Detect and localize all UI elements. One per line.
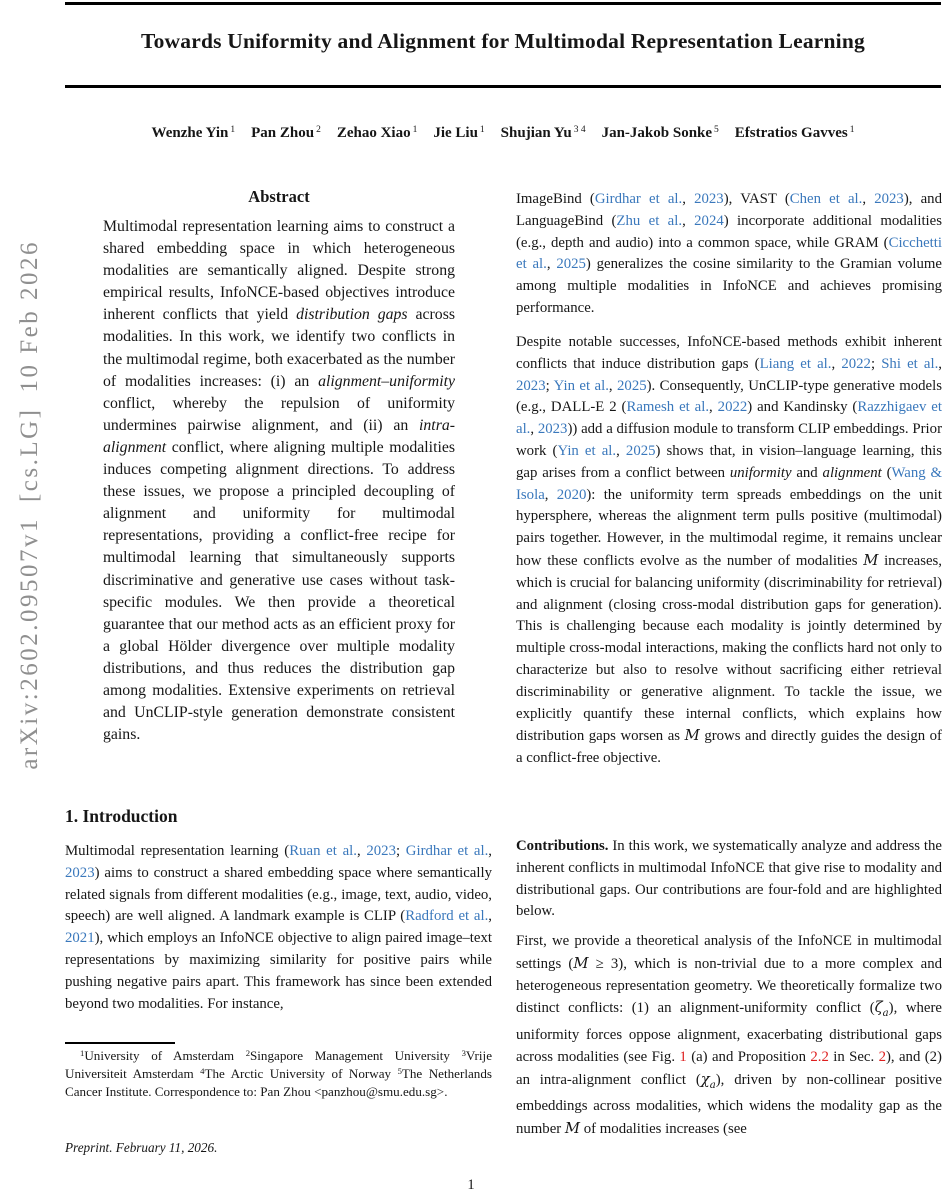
text-run: (	[881, 464, 892, 481]
citation-link[interactable]: Shi et al.	[881, 355, 939, 372]
citation-link[interactable]: Razzhigaev et al.	[516, 399, 942, 438]
author-affiliation-sup: 1	[479, 125, 485, 135]
title-rule-bottom	[65, 85, 941, 88]
text-run: ;	[545, 377, 554, 394]
text-run: Despite notable successes, InfoNCE-based methods exhibit inherent conflicts that induce distribution gaps (	[516, 334, 942, 372]
citation-link[interactable]: Ramesh et al.	[626, 399, 710, 416]
citation-link[interactable]: Wang & Isola	[516, 464, 942, 503]
page-number: 1	[467, 1177, 475, 1193]
footnote-rule	[65, 1042, 175, 1044]
author-name: Jie Liu	[433, 125, 478, 141]
citation-link[interactable]: 2023	[516, 377, 546, 394]
text-run: ,	[616, 442, 626, 459]
text-run: 3	[461, 1048, 466, 1059]
title-rule-top	[65, 2, 941, 5]
author	[433, 125, 484, 141]
text-run: ,	[608, 377, 618, 394]
text-run: ). Consequently, UnCLIP-type generative models (e.g., DALL-E 2 (	[516, 377, 942, 416]
text-run: ,	[938, 355, 942, 372]
text-run: M	[684, 727, 700, 745]
author-affiliation-sup: 1	[412, 125, 418, 135]
citation-link[interactable]: 2023	[694, 191, 724, 207]
section-heading-introduction: 1. Introduction	[65, 806, 178, 826]
citation-link[interactable]: 2022	[841, 355, 871, 372]
citation-link[interactable]: Girdhar et al.	[405, 843, 489, 859]
abstract-heading: Abstract	[248, 187, 310, 206]
citation-link[interactable]: 2025	[617, 377, 647, 394]
text-run: ), VAST (	[723, 191, 790, 207]
text-run: alignment	[822, 464, 882, 481]
author-affiliation-sup: 5	[714, 125, 719, 135]
text-run: ) and Kandinsky (	[747, 399, 858, 416]
text-run: ,	[544, 486, 557, 503]
right-column-paragraph-contributions	[516, 836, 942, 923]
author	[735, 125, 855, 141]
citation-link[interactable]: 2025	[556, 256, 586, 273]
cross-ref-link[interactable]: 2.2	[810, 1048, 829, 1065]
preprint-note: Preprint. February 11, 2026.	[65, 1140, 218, 1155]
text-run: M	[564, 1120, 581, 1138]
text-run: In this work, we systematically analyze and address the inherent conflicts in multimodal InfoNCE that give rise to modality and distributional gaps. Our contributions are four-fold and are highlighted below.	[516, 838, 942, 920]
right-column-paragraph-1	[516, 189, 942, 320]
author-affiliation-sup: 3 4	[573, 125, 586, 135]
citation-link[interactable]: Zhu et al.	[616, 212, 683, 229]
citation-link[interactable]: 2020	[556, 486, 587, 503]
text-run: ), which employs an InfoNCE objective to align paired image–text representations by maximizing similarity for positive pairs while pushing negative pairs apart. This framework has since been extended beyond two modalities. For instance,	[65, 930, 492, 1012]
author-affiliation-sup: 2	[316, 125, 321, 135]
text-run: (a) and Proposition	[686, 1048, 811, 1065]
citation-link[interactable]: Girdhar et al.	[594, 191, 683, 207]
text-run: ζ	[874, 999, 883, 1017]
text-run: ,	[530, 421, 538, 438]
text-run: uniformity	[729, 464, 792, 481]
text-run: ) aims to construct a shared embedding space where semantically related signals from different modalities (e.g., image, text, audio, video, speech) are well aligned. A landmark example is CLIP (	[65, 864, 492, 925]
text-run: ), and LanguageBind (	[516, 191, 942, 229]
text-run: conflict, whereby the repulsion of uniformity undermines pairwise alignment, and (ii) an	[103, 394, 455, 434]
author	[501, 125, 586, 141]
text-run: grows and directly guides the design of a conflict-free objective.	[516, 728, 942, 767]
author-list	[65, 125, 941, 142]
text-run: Singapore Management University	[250, 1048, 462, 1063]
citation-link[interactable]: 2023	[874, 191, 904, 207]
text-run: distribution gaps	[296, 306, 408, 324]
paper-title: Towards Uniformity and Alignment for Multimodal Representation Learning	[141, 29, 865, 53]
text-run: ) incorporate additional modalities (e.g., depth and audio) into a common space, while GRAM (	[516, 212, 942, 251]
citation-link[interactable]: 2024	[694, 212, 724, 229]
text-run: across modalities. In this work, we identify two conflicts in the multimodal regime, both exacerbated as the number of modalities increases: (i) an	[103, 306, 455, 390]
text-run: ,	[488, 908, 492, 925]
text-run: ,	[709, 399, 718, 416]
text-run: The Arctic University of Norway	[204, 1065, 398, 1081]
author-affiliation-sup: 1	[849, 125, 855, 135]
text-run: ,	[831, 355, 842, 372]
arxiv-watermark: arXiv:2602.09507v1 [cs.LG] 10 Feb 2026	[16, 240, 43, 770]
text-run: conflict, where aligning multiple modalities induces competing alignment directions. To address these issues, we propose a principled decoupling of alignment and uniformity for multimodal representations, providing a conflict-free recipe for multimodal learning that simultaneously supports discriminative and generative use cases without task-specific modules. We then provide a theoretical guarantee that our method acts as an efficient proxy for a global Hölder divergence over multiple modality distributions, and thus reduces the distribution gap among modalities. Extensive experiments on retrieval and UnCLIP-style generation demonstrate consistent gains.	[103, 438, 455, 744]
citation-link[interactable]: 2023	[65, 864, 95, 881]
abstract-text	[103, 216, 455, 746]
affiliation-footnote	[65, 1048, 492, 1100]
text-run: ,	[682, 212, 695, 229]
cross-ref-link[interactable]: 2	[878, 1048, 886, 1065]
text-run: ), driven by non-collinear positive embeddings across modalities, which widens the modality gap as the number	[516, 1071, 942, 1138]
citation-link[interactable]: 2022	[717, 399, 748, 416]
text-run: ,	[682, 191, 695, 207]
text-run: increases, which is crucial for balancing uniformity (discriminability for retrieval) and alignment (closing cross-modal distribution gaps for generation). This is challenging because each modality is jointly determined by multiple cross-modal interactions, making the conflicts hard not only to characterize but also to resolve without sacrificing either retrieval discriminability or generative alignment. To tackle the issue, we explicitly quantify these internal conflicts, which explains how distribution gaps worsen as	[516, 552, 942, 745]
right-column-paragraph-2	[516, 332, 942, 770]
author-affiliation-sup: 1	[230, 125, 236, 135]
author-name: Shujian Yu	[500, 125, 572, 141]
text-run: The Netherlands Cancer Institute. Correspondence to: Pan Zhou <panzhou@smu.edu.sg>.	[65, 1065, 492, 1099]
citation-link[interactable]: 2023	[366, 843, 396, 859]
text-run: )) add a diffusion module to transform CLIP embeddings. Prior work (	[516, 421, 942, 459]
text-run: 4	[200, 1066, 205, 1077]
text-run: ;	[395, 843, 406, 859]
text-run: ;	[870, 355, 882, 372]
citation-link[interactable]: Liang et al.	[759, 355, 832, 372]
right-column-paragraph-4	[516, 931, 942, 1141]
text-run: χ	[700, 1070, 710, 1088]
citation-link[interactable]: Cicchetti et al.	[516, 234, 942, 273]
citation-link[interactable]: Radford et al.	[405, 908, 489, 925]
text-run: M	[573, 954, 589, 972]
text-run: ,	[356, 843, 367, 859]
text-run: ,	[546, 256, 557, 273]
text-run: ) shows that, in vision–language learning, this gap arises from a conflict between	[516, 442, 942, 481]
text-run: alignment–uniformity	[318, 372, 455, 390]
text-run: Contributions.	[516, 838, 609, 854]
author-name: Efstratios Gavves	[734, 125, 848, 141]
text-run: ≥ 3), which is non-trivial due to a more complex and heterogeneous representation geometry. We theoretically formalize two distinct conflicts: (1) an alignment-uniformity conflict (	[516, 955, 942, 1017]
text-run: a	[882, 1008, 889, 1020]
citation-link[interactable]: Yin et al.	[557, 442, 617, 459]
author-name: Jan-Jakob Sonke	[601, 125, 713, 141]
citation-link[interactable]: 2021	[65, 930, 95, 947]
author	[251, 125, 321, 141]
author-name: Pan Zhou	[251, 125, 315, 141]
author	[337, 125, 418, 141]
text-run: ) generalizes the cosine similarity to the Gramian volume among multiple modalities in InfoNCE and achieves promising performance.	[516, 256, 942, 316]
text-run: ImageBind (	[516, 191, 595, 207]
text-run: ,	[862, 191, 875, 207]
text-run: of modalities increases (see	[580, 1121, 747, 1138]
text-run: Vrije Universiteit Amsterdam	[65, 1048, 493, 1081]
citation-link[interactable]: Ruan et al.	[289, 843, 357, 859]
text-run: 5	[397, 1066, 402, 1077]
text-run: ), and (2) an intra-alignment conflict (	[516, 1048, 942, 1088]
text-run: a	[709, 1079, 716, 1091]
author	[602, 125, 719, 141]
text-run: ): the uniformity term spreads embeddings on the unit hypersphere, whereas the alignment term pulls positive (multimodal) pairs together. However, in the multimodal regime, it remains unclear how these conflicts evolve as the number of modalities	[516, 486, 942, 569]
citation-link[interactable]: Chen et al.	[789, 191, 863, 207]
intro-paragraph	[65, 841, 492, 1015]
text-run: 1	[80, 1048, 85, 1059]
author-name: Wenzhe Yin	[151, 125, 229, 141]
text-run: Multimodal representation learning (	[65, 843, 290, 859]
text-run: intra-alignment	[103, 416, 455, 456]
author	[152, 125, 236, 141]
text-run: ), where uniformity forces oppose alignment, exacerbating distributional gaps across modalities (see Fig.	[516, 1000, 942, 1065]
text-run: 2	[245, 1048, 251, 1059]
citation-link[interactable]: 2023	[537, 421, 568, 438]
text-run: and	[791, 464, 823, 481]
text-run: Multimodal representation learning aims to construct a shared embedding space in which heterogeneous modalities are semantically aligned. Despite strong empirical results, InfoNCE-based objectives introduce inherent conflicts that yield	[103, 218, 455, 324]
author-name: Zehao Xiao	[336, 125, 411, 141]
citation-link[interactable]: Yin et al.	[553, 377, 609, 394]
text-run: University of Amsterdam	[84, 1048, 246, 1063]
text-run: ,	[488, 843, 492, 859]
cross-ref-link[interactable]: 1	[679, 1048, 687, 1065]
citation-link[interactable]: 2025	[625, 442, 656, 459]
text-run: First, we provide a theoretical analysis of the InfoNCE in multimodal settings (	[516, 933, 942, 972]
text-run: in Sec.	[828, 1048, 879, 1065]
text-run: M	[863, 551, 879, 569]
